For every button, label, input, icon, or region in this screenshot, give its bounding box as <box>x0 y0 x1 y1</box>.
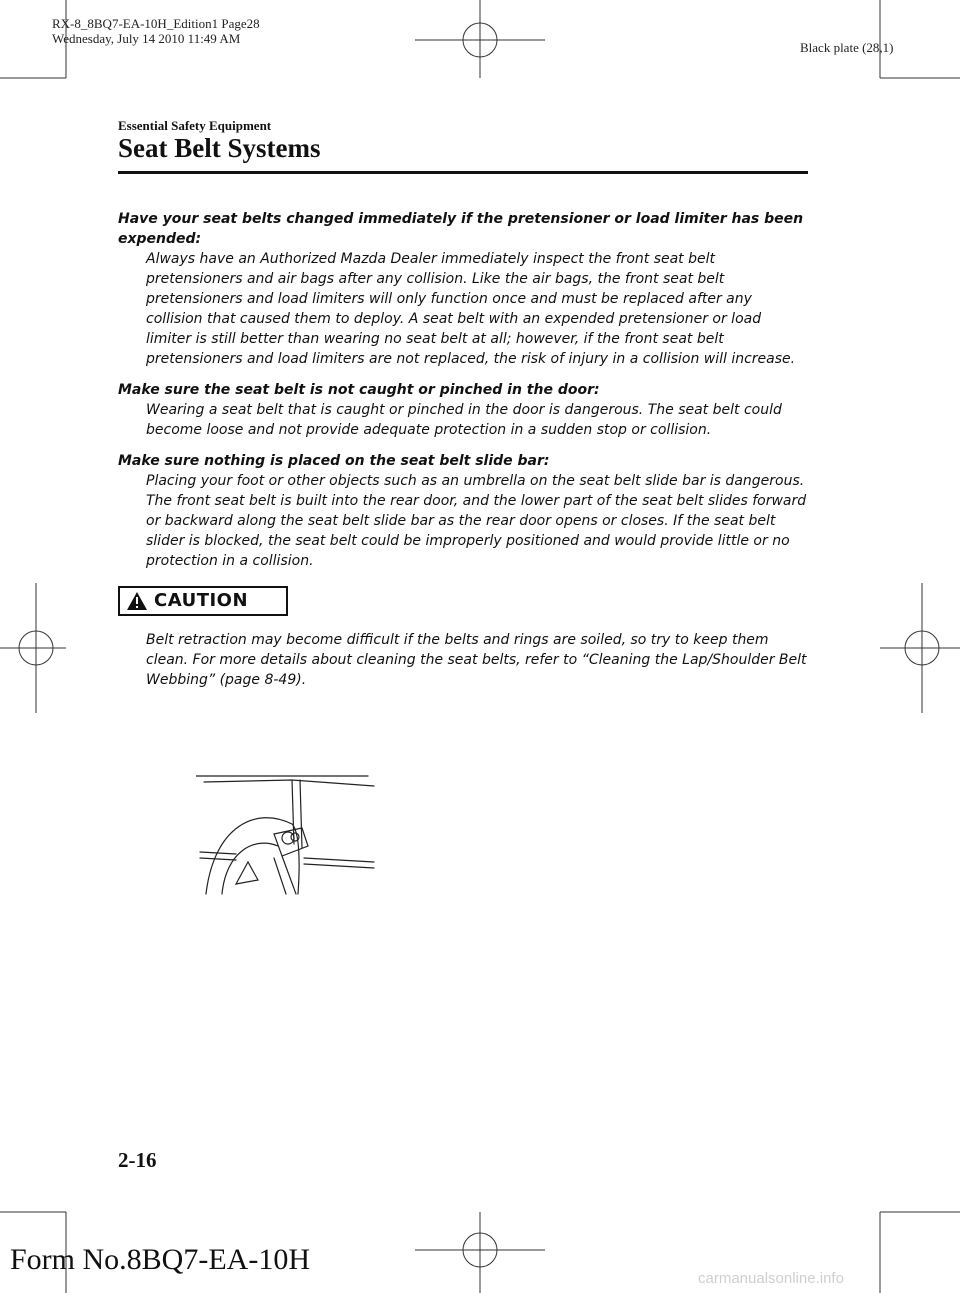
warning-item <box>118 380 808 440</box>
caution-label: CAUTION <box>154 590 249 611</box>
warning-item-heading: Have your seat belts changed immediately if the pretensioner or load limiter has been expended: <box>118 211 804 247</box>
title-rule <box>118 171 808 174</box>
form-number: Form No.8BQ7-EA-10H <box>10 1243 310 1276</box>
page-number: 2-16 <box>118 1148 157 1172</box>
caution-text: Belt retraction may become difficult if the belts and rings are soiled, so try to keep them clean. For more details about cleaning the seat belts, refer to “Cleaning the Lap/Shoulder Belt Webbing” (page 8-49). <box>146 632 807 688</box>
warning-triangle-icon <box>126 591 148 611</box>
plate-label: Black plate (28,1) <box>800 40 894 55</box>
warning-item <box>118 209 808 369</box>
print-date-line: Wednesday, July 14 2010 11:49 AM <box>52 31 241 46</box>
section-title: Seat Belt Systems <box>118 133 321 163</box>
seat-belt-illustration <box>196 766 376 898</box>
print-job-header <box>52 16 260 46</box>
section-label: Essential Safety Equipment <box>118 118 272 133</box>
print-file-line: RX-8_8BQ7-EA-10H_Edition1 Page28 <box>52 16 260 31</box>
content-body <box>118 209 808 690</box>
warning-item-heading: Make sure nothing is placed on the seat belt slide bar: <box>118 453 550 469</box>
warning-item-heading: Make sure the seat belt is not caught or pinched in the door: <box>118 382 600 398</box>
warning-item-body: Always have an Authorized Mazda Dealer immediately inspect the front seat belt pretensioners and air bags after any collision. Like the air bags, the front seat belt pretensioners and load limiters will only function once and must be replaced after any collision that caused them to deploy. A seat belt with an expended pretensioner or load limiter is still better than wearing no seat belt at all; however, if the front seat belt pretensioners and load limiters are not replaced, the risk of injury in a collision will increase. <box>146 251 796 367</box>
warning-item-body: Placing your foot or other objects such as an umbrella on the seat belt slide bar is dangerous. The front seat belt is built into the rear door, and the lower part of the seat belt slides forward or backward along the seat belt slide bar as the rear door opens or closes. If the seat belt slider is blocked, the seat belt could be improperly positioned and would provide little or no protection in a collision. <box>146 473 807 569</box>
site-watermark: carmanualsonline.info <box>698 1270 844 1287</box>
warning-item-body: Wearing a seat belt that is caught or pinched in the door is dangerous. The seat belt could become loose and not provide adequate protection in a sudden stop or collision. <box>146 402 782 438</box>
warning-item <box>118 451 808 571</box>
caution-box <box>118 586 288 616</box>
